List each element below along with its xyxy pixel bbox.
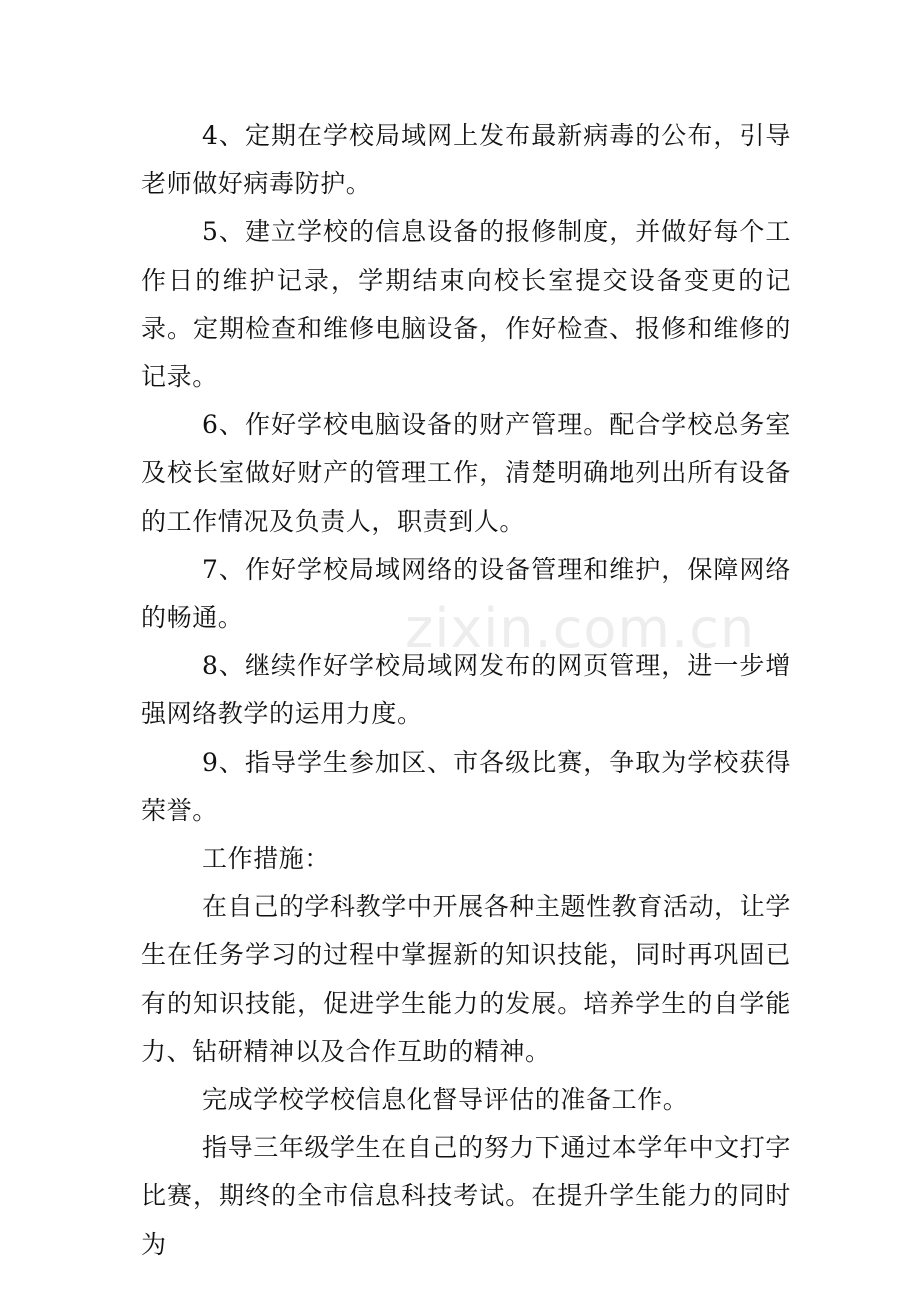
document-body <box>141 112 791 1269</box>
site-watermark: zixin.com.cn <box>405 597 756 660</box>
paragraph-item-4: 4、定期在学校局域网上发布最新病毒的公布，引导老师做好病毒防护。 <box>141 121 791 199</box>
paragraph-item-7: 7、作好学校局域网络的设备管理和维护，保障网络的畅通。 <box>141 554 791 633</box>
section-heading-measures: 工作措施： <box>202 844 331 874</box>
paragraph-evaluation-prep: 完成学校学校信息化督导评估的准备工作。 <box>202 1085 689 1115</box>
paragraph-item-5: 5、建立学校的信息设备的报修制度，并做好每个工作日的维护记录，学期结束向校长室提交设备变更的记录。定期检查和维修电脑设备，作好检查、报修和维修的记录。 <box>141 217 791 392</box>
paragraph-item-9: 9、指导学生参加区、市各级比赛，争取为学校获得荣誉。 <box>141 747 791 825</box>
paragraph-teaching-activities: 在自己的学科教学中开展各种主题性教育活动，让学生在任务学习的过程中掌握新的知识技能，同时再巩固已有的知识技能，促进学生能力的发展。培养学生的自学能力、钻研精神以及合作互助的精神。 <box>141 892 791 1066</box>
paragraph-grade3-guidance: 指导三年级学生在自己的努力下通过本学年中文打字比赛，期终的全市信息科技考试。在提升学生能力的同时为 <box>141 1133 791 1259</box>
paragraph-item-6: 6、作好学校电脑设备的财产管理。配合学校总务室及校长室做好财产的管理工作，清楚明确地列出所有设备的工作情况及负责人，职责到人。 <box>141 410 791 536</box>
paragraph-item-8: 8、继续作好学校局域网发布的网页管理，进一步增强网络教学的运用力度。 <box>141 651 791 729</box>
